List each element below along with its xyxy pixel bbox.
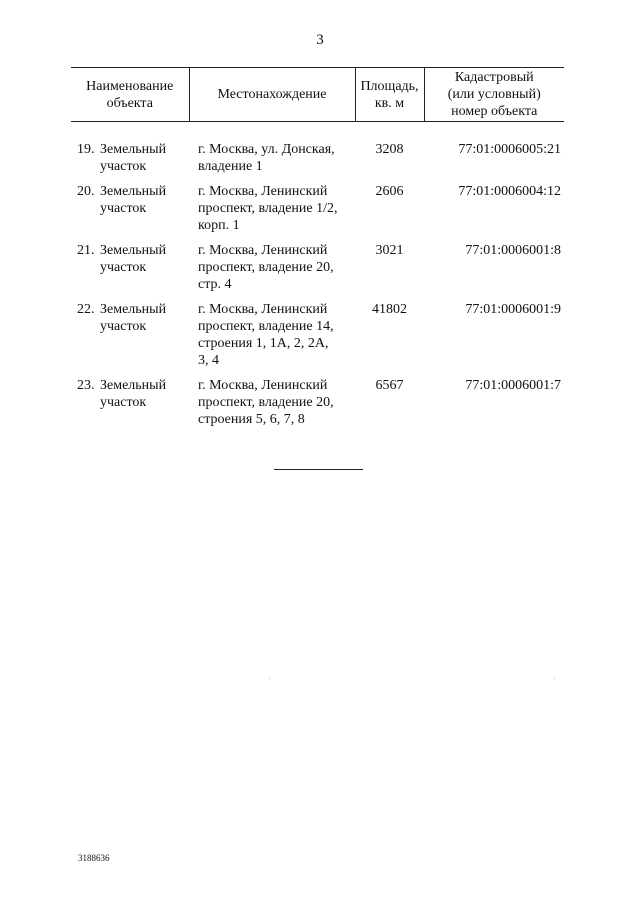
table-header [71, 68, 564, 122]
header-area: Площадь, кв. м [355, 68, 424, 122]
cell-area: 3208 [375, 142, 404, 157]
header-location: Местонахождение [189, 68, 355, 122]
table-row [71, 183, 564, 242]
cell-cadastral: 77:01:0006001:7 [465, 378, 561, 393]
cell-cadastral: 77:01:0006001:8 [465, 243, 561, 258]
land-plots-table [71, 67, 564, 436]
cell-area: 2606 [375, 184, 404, 199]
table-row [71, 141, 564, 183]
cell-location: г. Москва, Ленинский проспект, владение 20, строения 5, 6, 7, 8 [198, 378, 334, 427]
cell-location: г. Москва, Ленинский проспект, владение 20, стр. 4 [198, 243, 334, 292]
cell-name [71, 301, 189, 377]
table-row [71, 377, 564, 436]
cell-cadastral: 77:01:0006004:12 [458, 184, 561, 199]
table-row [71, 242, 564, 301]
cell-location: г. Москва, ул. Донская, владение 1 [198, 142, 335, 174]
cell-location: г. Москва, Ленинский проспект, владение 1/2, корп. 1 [198, 184, 338, 233]
table-row [71, 301, 564, 377]
header-cadastral: Кадастровый (или условный) номер объекта [424, 68, 564, 122]
cell-name [71, 242, 189, 301]
page-number: 3 [316, 32, 324, 48]
object-name: Земельный участок [100, 302, 167, 334]
row-number: 19. [77, 142, 95, 157]
scan-speck [554, 678, 555, 679]
row-number: 23. [77, 378, 95, 393]
cell-area: 6567 [375, 378, 404, 393]
cell-name [71, 183, 189, 242]
document-code: 3188636 [78, 853, 110, 863]
row-number: 21. [77, 243, 95, 258]
object-name: Земельный участок [100, 378, 167, 410]
row-number: 20. [77, 184, 95, 199]
scan-speck [269, 678, 270, 679]
cell-cadastral: 77:01:0006001:9 [465, 302, 561, 317]
cell-area: 3021 [375, 243, 404, 258]
object-name: Земельный участок [100, 142, 167, 174]
header-name: Наименование объекта [71, 68, 189, 122]
object-name: Земельный участок [100, 243, 167, 275]
table-body [71, 122, 564, 437]
cell-location: г. Москва, Ленинский проспект, владение 14, строения 1, 1А, 2, 2А, 3, 4 [198, 302, 334, 368]
object-name: Земельный участок [100, 184, 167, 216]
end-of-document-rule [274, 469, 363, 470]
cell-cadastral: 77:01:0006005:21 [458, 142, 561, 157]
row-number: 22. [77, 302, 95, 317]
cell-area: 41802 [372, 302, 407, 317]
cell-name [71, 377, 189, 436]
cell-name [71, 141, 189, 183]
